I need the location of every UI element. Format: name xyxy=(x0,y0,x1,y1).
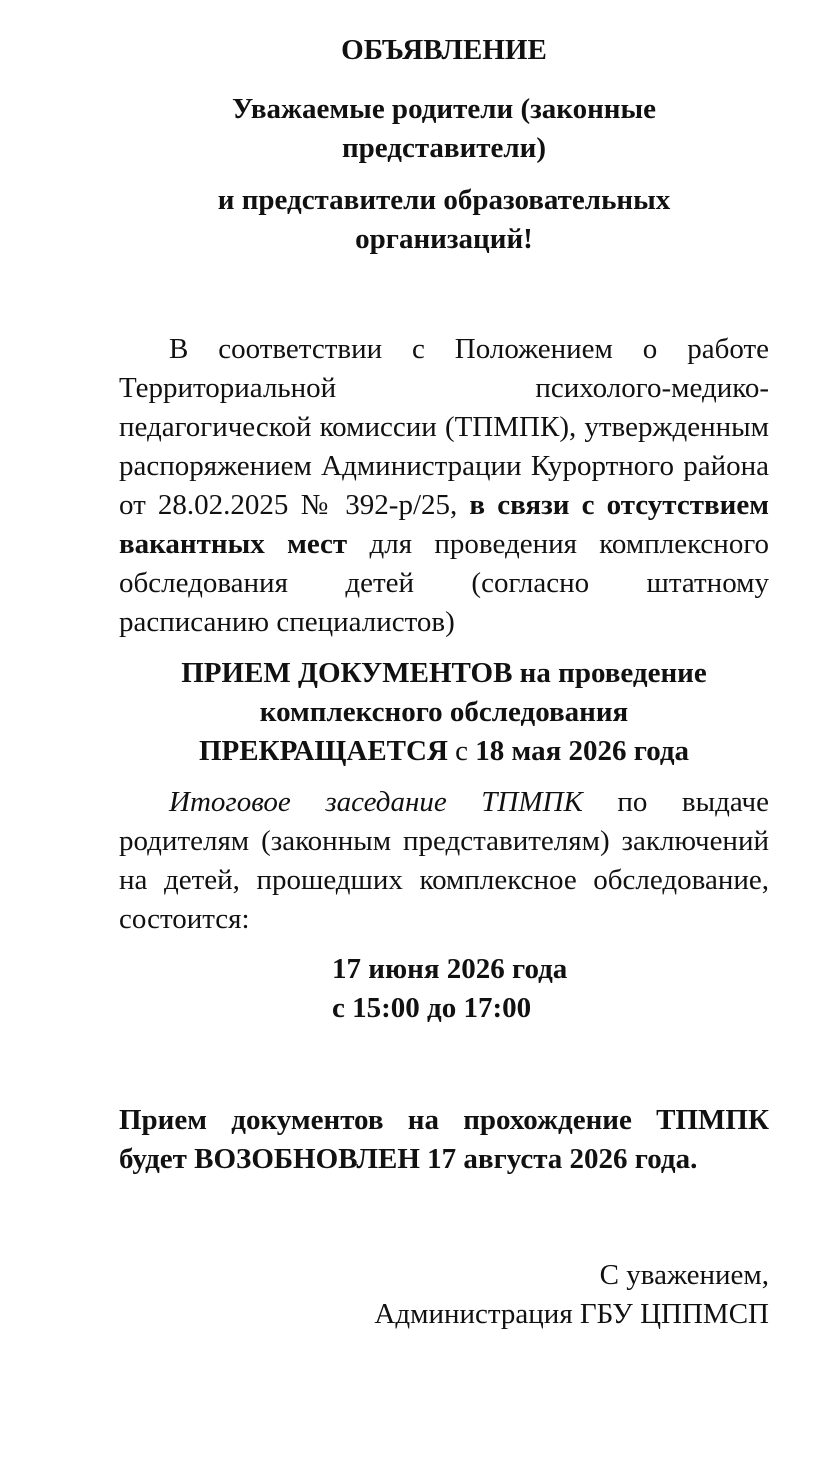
regulation-text: В соответствии с Положением о работе Территориальной психолого-медико-педагогической комиссии (ТПМПК), утвержденным распоряжением Администрации Курортного района от 28.02.2025 № 392-р/25, xyxy=(119,333,769,521)
meeting-time: с 15:00 до 17:00 xyxy=(332,992,532,1024)
signature-block xyxy=(119,1256,769,1334)
intake-stop-heading: ПРИЕМ ДОКУМЕНТОВ xyxy=(181,657,513,689)
intake-stop-subject: на проведение комплексного обследования xyxy=(259,657,707,728)
regulation-paragraph xyxy=(119,330,769,642)
final-meeting-text: по выдаче родителям (законным представителям) заключений на детей, прошедших комплексное обследование, состоится: xyxy=(119,786,770,935)
notice-title: ОБЪЯВЛЕНИЕ xyxy=(341,34,547,66)
greeting-parents: Уважаемые родители (законные представители) xyxy=(231,93,657,164)
intake-resume-notice: Прием документов на прохождение ТПМПК будет ВОЗОБНОВЛЕН 17 августа 2026 года. xyxy=(119,1104,769,1175)
no-vacancies-text: в связи с отсутствием вакантных мест xyxy=(119,489,770,560)
final-meeting-label: Итоговое заседание ТПМПК xyxy=(169,786,583,818)
intake-stop-preposition: с xyxy=(455,735,469,767)
meeting-date: 17 июня 2026 года xyxy=(332,953,568,985)
regulation-tail-text: для проведения комплексного обследования детей (согласно штатному расписанию специалистов) xyxy=(119,528,769,638)
meeting-schedule xyxy=(332,950,769,1028)
intake-stop-date: 18 мая 2026 года xyxy=(475,735,690,767)
final-meeting-paragraph xyxy=(119,783,769,939)
intake-stop-status: ПРЕКРАЩАЕТСЯ xyxy=(198,735,448,767)
signature-organization: Администрация ГБУ ЦППМСП xyxy=(374,1298,769,1330)
greeting-organizations: и представители образовательных организаций! xyxy=(217,184,671,255)
notice-document xyxy=(119,30,769,1334)
intake-stop-notice xyxy=(119,654,769,771)
signature-regards: С уважением, xyxy=(599,1259,769,1291)
